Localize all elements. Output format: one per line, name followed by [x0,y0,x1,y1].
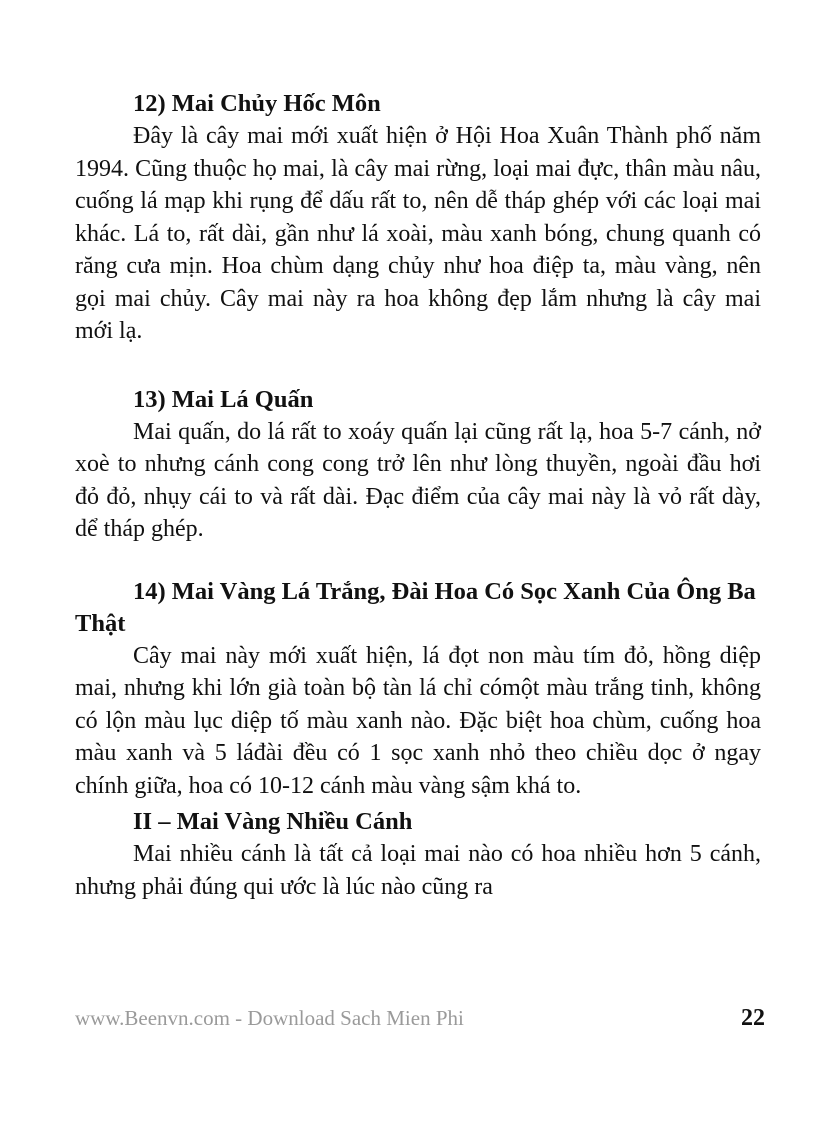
section-heading: 14) Mai Vàng Lá Trắng, Đài Hoa Có Sọc Xanh Của Ông Ba Thật [75,577,756,637]
section-heading: II – Mai Vàng Nhiều Cánh [133,808,413,835]
source-watermark: www.Beenvn.com - Download Sach Mien Phi [75,1006,464,1030]
section-mai-chuy-hoc-mon [75,88,761,348]
section-paragraph: Đây là cây mai mới xuất hiện ở Hội Hoa Xuân Thành phố năm 1994. Cũng thuộc họ mai, là cây mai rừng, loại mai đực, thân màu nâu, cuống lá mạp khi rụng để dấu rất to, nên dễ tháp ghép với các loại mai khác. Lá to, rất dài, gần như lá xoài, màu xanh bóng, chung quanh có răng cưa mịn. Hoa chùm dạng chủy như hoa điệp ta, màu vàng, nên gọi mai chủy. Cây mai này ra hoa không đẹp lắm nhưng là cây mai mới lạ. [75,123,761,344]
section-heading: 12) Mai Chủy Hốc Môn [133,90,381,117]
book-page [75,88,761,903]
section-mai-la-quan [75,384,761,546]
section-mai-vang-nhieu-canh [75,806,761,903]
section-paragraph: Mai quấn, do lá rất to xoáy quấn lại cũng rất lạ, hoa 5-7 cánh, nở xoè to nhưng cánh cong cong trở lên như lòng thuyền, ngoài đầu hơi đỏ đỏ, nhụy cái to và rất dài. Đạc điểm của cây mai này là vỏ rất dày, dể tháp ghép. [75,418,761,542]
page-footer [75,1005,765,1032]
section-mai-vang-la-trang [75,576,761,803]
section-paragraph: Cây mai này mới xuất hiện, lá đọt non màu tím đỏ, hồng diệp mai, nhưng khi lớn già toàn bộ tàn lá chỉ cómột màu trắng tinh, không có lộn màu lục diệp tố màu xanh nào. Đặc biệt hoa chùm, cuống hoa màu xanh và 5 láđài đều có 1 sọc xanh nhỏ theo chiều dọc ở ngay chính giữa, hoa có 10-12 cánh màu vàng sậm khá to. [75,642,761,799]
section-heading: 13) Mai Lá Quấn [133,385,314,413]
page-number: 22 [741,1005,765,1031]
section-paragraph: Mai nhiều cánh là tất cả loại mai nào có hoa nhiều hơn 5 cánh, nhưng phải đúng qui ước là lúc nào cũng ra [75,841,761,900]
